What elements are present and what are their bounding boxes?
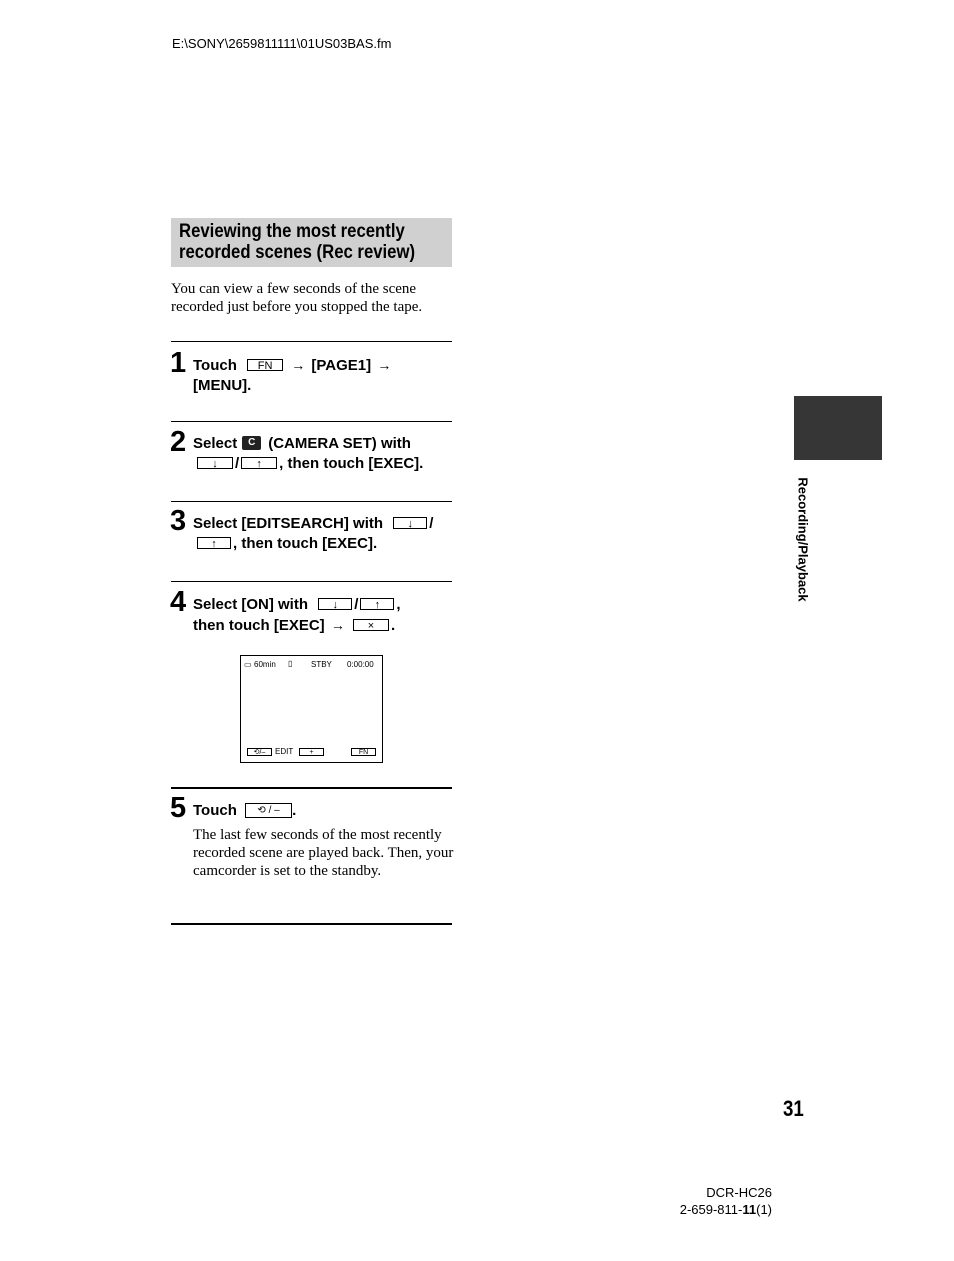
- divider: [171, 421, 452, 422]
- step-number: 2: [170, 426, 187, 458]
- section-title-line1: Reviewing the most recently: [179, 221, 405, 242]
- cassette-icon: ▯: [288, 659, 293, 668]
- file-path: E:\SONY\2659811111\01US03BAS.fm: [172, 36, 392, 51]
- arrow-right-icon: →: [291, 357, 306, 373]
- battery-remaining: 60min: [254, 660, 276, 669]
- edit-label: EDIT: [275, 747, 294, 756]
- page-number: 31: [783, 1096, 804, 1121]
- step-5-text: Touch ⟲ / – .: [193, 802, 297, 819]
- down-arrow-button: ↓: [393, 517, 427, 529]
- divider: [171, 923, 452, 925]
- intro-paragraph: You can view a few seconds of the scene recorded just before you stopped the tape.: [171, 281, 423, 315]
- chapter-label: Recording/Playback: [795, 477, 811, 602]
- fn-button: FN: [247, 359, 283, 371]
- step-number: 1: [170, 347, 187, 379]
- arrow-right-icon: →: [330, 617, 345, 633]
- step-5-body: The last few seconds of the most recently recorded scene are played back. Then, your camcorder is set to the standby.: [193, 827, 454, 879]
- section-title: [171, 218, 452, 267]
- step-2-text: Select C (CAMERA SET) with ↓ / ↑ , then touch [EXEC].: [193, 435, 424, 472]
- step-3-text: Select [EDITSEARCH] with ↓ / ↑ , then touch [EXEC].: [193, 515, 434, 552]
- step-number: 3: [170, 505, 187, 537]
- up-arrow-button: ↑: [197, 537, 231, 549]
- battery-icon: ▭: [244, 660, 252, 669]
- step-number: 5: [170, 792, 187, 824]
- model-name: DCR-HC26: [706, 1185, 772, 1200]
- rec-review-icon: ⟲ / –: [245, 803, 292, 818]
- divider: [171, 501, 452, 502]
- rec-review-button: ⟲/–: [247, 748, 272, 756]
- fn-button: FN: [351, 748, 376, 756]
- arrow-right-icon: →: [377, 357, 392, 373]
- step-4-text: Select [ON] with ↓ / ↑ , then touch [EXEC] → × .: [193, 596, 401, 634]
- close-button: ×: [353, 619, 389, 631]
- up-arrow-button: ↑: [241, 457, 277, 469]
- part-number: 2-659-811-11(1): [679, 1202, 772, 1217]
- section-title-line2: recorded scenes (Rec review): [179, 242, 416, 263]
- up-arrow-button: ↑: [360, 598, 394, 610]
- down-arrow-button: ↓: [318, 598, 352, 610]
- status-text: STBY: [311, 660, 332, 669]
- divider: [171, 581, 452, 582]
- step-number: 4: [170, 586, 187, 618]
- model-info: [680, 1184, 772, 1218]
- divider: [171, 341, 452, 342]
- lcd-screen-illustration: [240, 655, 383, 763]
- timecode: 0:00:00: [347, 660, 374, 669]
- camera-set-icon: C: [242, 436, 261, 450]
- divider: [171, 787, 452, 789]
- chapter-tab: [794, 396, 882, 460]
- step-1-text: Touch FN → [PAGE1] → [MENU].: [193, 357, 392, 394]
- plus-button: +: [299, 748, 324, 756]
- down-arrow-button: ↓: [197, 457, 233, 469]
